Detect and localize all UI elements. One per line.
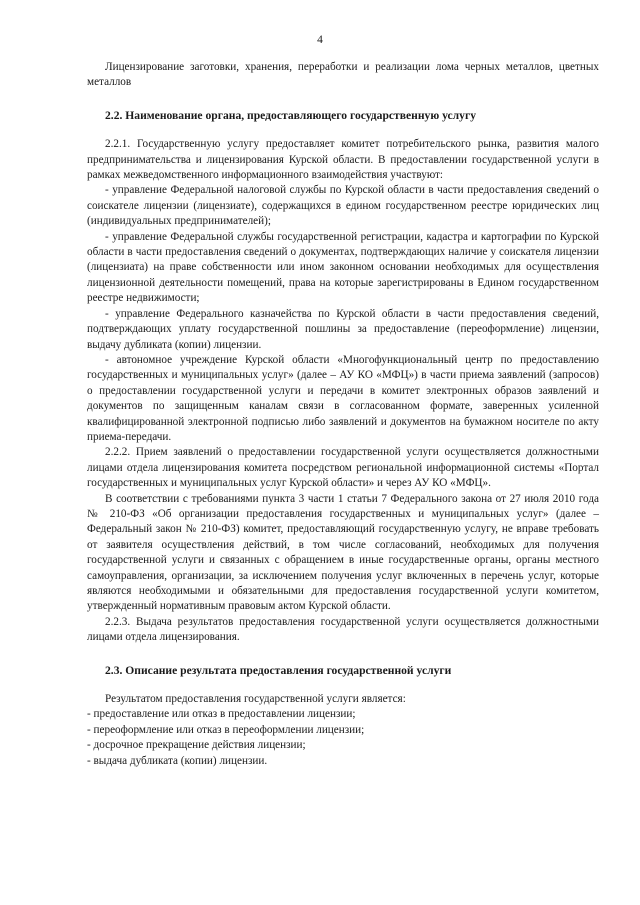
list-item: - выдача дубликата (копии) лицензии.	[87, 754, 268, 767]
section-2-2-heading: 2.2. Наименование органа, предоставляющего государственную услугу	[105, 108, 477, 122]
list-item: - досрочное прекращение действия лицензии;	[87, 739, 306, 752]
participant-item: - автономное учреждение Курской области «Многофункциональный центр по предоставлению государственных и муниципальных услуг» (далее – АУ КО «МФЦ») в части приема заявлений (запросов) о предоставлении государственной услуги и передачи в комитет электронных образов заявлений и документов по защищенным каналам связи в согласованном формате, заверенных усиленной квалифицированной электронной подписью либо заявлений и документов на бумажном носителе по акту приема-передачи.	[87, 353, 599, 443]
document-body	[87, 60, 599, 769]
list-item: - предоставление или отказ в предоставлении лицензии;	[87, 708, 356, 721]
section-2-2-body	[87, 137, 599, 645]
intro-paragraph: Лицензирование заготовки, хранения, переработки и реализации лома черных металлов, цветных металлов	[87, 61, 599, 89]
section-2-3-body	[87, 692, 599, 769]
participant-item: - управление Федеральной службы государственной регистрации, кадастра и картографии по Курской области в части предоставления сведений о документах, подтверждающих наличие у соискателя лицензии (лицензиата) на праве собственности или ином законном основании необходимых для осуществления лицензионной деятельности помещений, права на которые зарегистрированы в Едином государственном реестре недвижимости;	[87, 230, 599, 305]
results-intro: Результатом предоставления государственной услуги является:	[105, 693, 406, 706]
participant-item: - управление Федеральной налоговой службы по Курской области в части предоставления сведений о соискателе лицензии (лицензиате), содержащихся в едином государственном реестре юридических лиц (индивидуальных предпринимателей);	[87, 184, 599, 228]
paragraph-federal-law: В соответствии с требованиями пункта 3 части 1 статьи 7 Федерального закона от 27 июля 2010 года № 210-ФЗ «Об организации предоставления государственных и муниципальных услуг» (далее – Федеральный закон № 210-ФЗ) комитет, предоставляющий государственную услугу, не вправе требовать от заявителя осуществления действий, в том числе согласований, необходимых для получения государственной услуги и связанных с обращением в иные государственные органы, органы местного самоуправления, организации, за исключением получения услуг включенных в перечень услуг, которые являются необходимыми и обязательными для предоставления государственной услуги комитетом, утвержденный нормативным правовым актом Курской области.	[87, 492, 599, 613]
list-item: - переоформление или отказ в переоформлении лицензии;	[87, 723, 365, 736]
paragraph-2-2-1: 2.2.1. Государственную услугу предоставляет комитет потребительского рынка, развития малого предпринимательства и лицензирования Курской области. В предоставлении государственной услуги в рамках межведомственного информационного взаимодействия участвуют:	[87, 138, 599, 182]
page-number: 4	[317, 34, 323, 46]
paragraph-2-2-2: 2.2.2. Прием заявлений о предоставлении государственной услуги осуществляется должностными лицами отдела лицензирования комитета посредством региональной информационной системы «Портал государственных и муниципальных услуг Курской области» и через АУ КО «МФЦ».	[87, 446, 599, 490]
section-2-3-heading: 2.3. Описание результата предоставления государственной услуги	[105, 663, 452, 677]
results-list	[87, 707, 599, 769]
paragraph-2-2-3: 2.2.3. Выдача результатов предоставления государственной услуги осуществляется должностными лицами отдела лицензирования.	[87, 615, 599, 644]
participant-item: - управление Федерального казначейства по Курской области в части предоставления сведений, подтверждающих уплату государственной пошлины за предоставление (переоформление) лицензии, выдачу дубликата (копии) лицензии.	[87, 307, 599, 351]
